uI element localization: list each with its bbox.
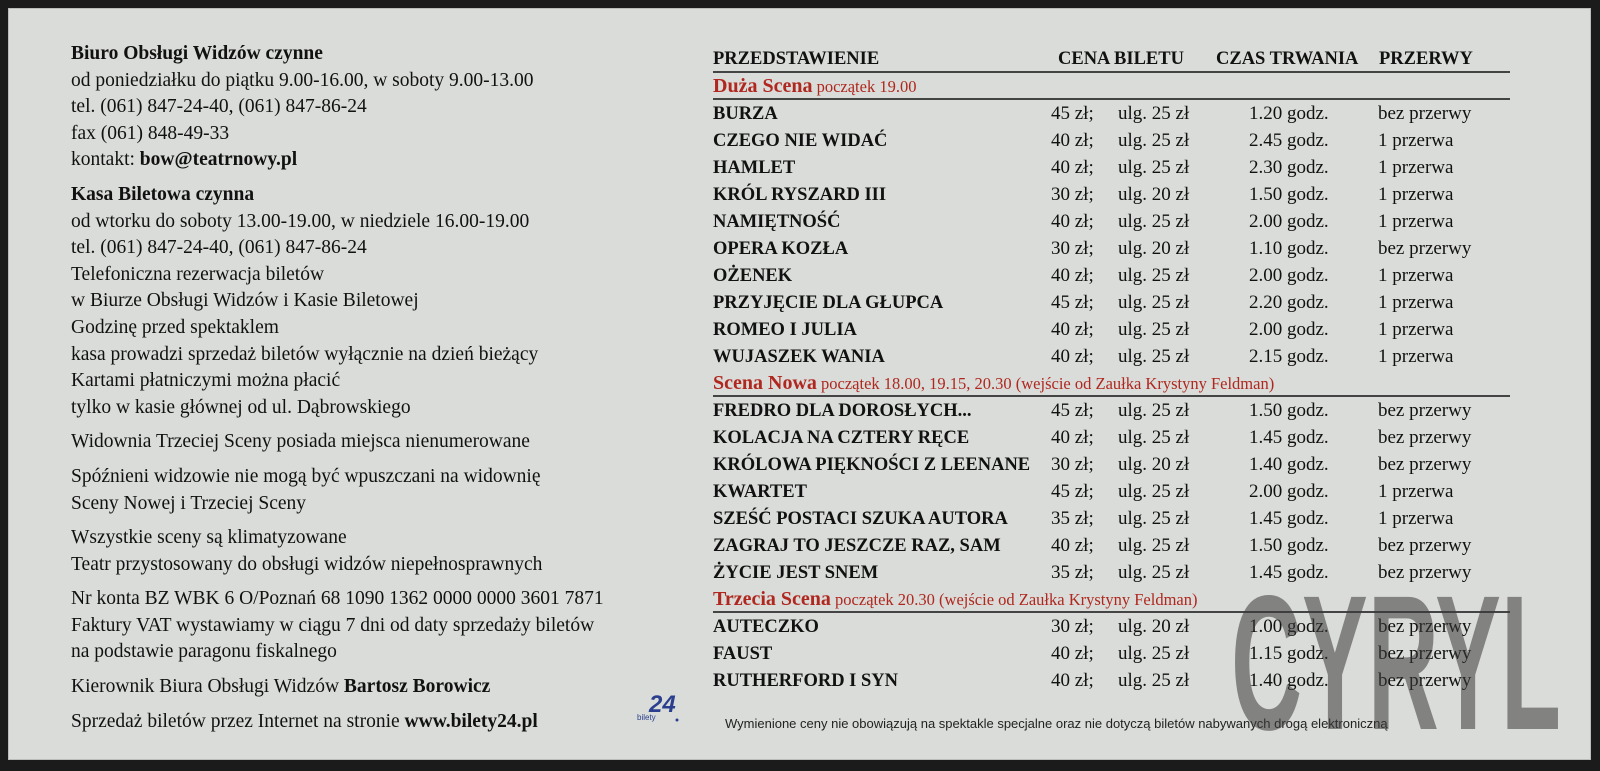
show-title: OPERA KOZŁA <box>713 239 849 259</box>
info-line <box>71 368 711 395</box>
stage-name: Scena Nowa <box>713 372 817 394</box>
info-text: kontakt: <box>71 149 140 171</box>
table-row <box>713 559 1510 586</box>
info-line <box>71 674 711 701</box>
show-title: BURZA <box>713 104 778 124</box>
show-title: KOLACJA NA CZTERY RĘCE <box>713 428 970 448</box>
ticket-leaflet <box>8 8 1591 760</box>
ticket-price: 30 zł; <box>1051 184 1094 205</box>
breaks: bez przerwy <box>1378 103 1472 124</box>
ticket-price: 30 zł; <box>1051 616 1094 637</box>
duration: 1.40 godz. <box>1249 454 1329 475</box>
duration: 1.40 godz. <box>1249 670 1329 691</box>
ticket-price: 40 zł; <box>1051 346 1094 367</box>
reduced-price: ulg. 20 zł <box>1118 616 1190 637</box>
info-line <box>71 525 711 552</box>
table-row <box>713 505 1510 532</box>
header-time: CZAS TRWANIA <box>1216 49 1359 69</box>
reduced-price: ulg. 20 zł <box>1118 454 1190 475</box>
ticket-price: 45 zł; <box>1051 292 1094 313</box>
stage-note: początek 19.00 <box>812 77 917 96</box>
show-title: OŻENEK <box>713 266 793 286</box>
duration: 2.00 godz. <box>1249 265 1329 286</box>
reduced-price: ulg. 25 zł <box>1118 427 1190 448</box>
reduced-price: ulg. 25 zł <box>1118 319 1190 340</box>
breaks: 1 przerwa <box>1378 292 1454 313</box>
table-row <box>713 424 1510 451</box>
table-row <box>713 316 1510 343</box>
price-footnote: Wymienione ceny nie obowiązują na spektakle specjalne oraz nie dotyczą biletów nabywanych drogą elektroniczną <box>725 716 1388 731</box>
info-line <box>71 552 711 579</box>
ticket-price: 30 zł; <box>1051 454 1094 475</box>
spacer <box>71 421 711 429</box>
info-text: Nr konta BZ WBK 6 O/Poznań 68 1090 1362 0000 0000 3601 7871 <box>71 588 604 610</box>
stage-note: początek 18.00, 19.15, 20.30 (wejście od Zaułka Krystyny Feldman) <box>816 374 1275 393</box>
info-line <box>71 235 711 262</box>
reduced-price: ulg. 25 zł <box>1118 670 1190 691</box>
info-line <box>71 709 711 736</box>
info-text: w Biurze Obsługi Widzów i Kasie Biletowej <box>71 290 419 312</box>
duration: 1.45 godz. <box>1249 562 1329 583</box>
stage-name: Trzecia Scena <box>713 588 831 610</box>
duration: 1.00 godz. <box>1249 616 1329 637</box>
breaks: 1 przerwa <box>1378 211 1454 232</box>
ticket-price: 40 zł; <box>1051 670 1094 691</box>
info-text: tel. (061) 847-24-40, (061) 847-86-24 <box>71 237 367 259</box>
ticket-price: 45 zł; <box>1051 400 1094 421</box>
info-strong[interactable]: www.bilety24.pl <box>404 710 538 732</box>
breaks: 1 przerwa <box>1378 319 1454 340</box>
table-row <box>713 289 1510 316</box>
breaks: bez przerwy <box>1378 535 1472 556</box>
logo-number: 24 <box>649 691 676 718</box>
watermark-text: CYRYL <box>1231 583 1561 739</box>
breaks: bez przerwy <box>1378 643 1472 664</box>
reduced-price: ulg. 25 zł <box>1118 643 1190 664</box>
breaks: bez przerwy <box>1378 562 1472 583</box>
ticket-price: 40 zł; <box>1051 535 1094 556</box>
reduced-price: ulg. 20 zł <box>1118 238 1190 259</box>
info-line <box>71 395 711 422</box>
show-title: FREDRO DLA DOROSŁYCH... <box>713 401 972 421</box>
info-line <box>71 41 711 68</box>
info-text: od poniedziałku do piątku 9.00-16.00, w soboty 9.00-13.00 <box>71 69 534 91</box>
table-row <box>713 100 1510 127</box>
info-line <box>71 121 711 148</box>
show-title: RUTHERFORD I SYN <box>713 671 899 691</box>
info-line <box>71 68 711 95</box>
table-row <box>713 262 1510 289</box>
spacer <box>71 456 711 464</box>
breaks: 1 przerwa <box>1378 184 1454 205</box>
reduced-price: ulg. 25 zł <box>1118 400 1190 421</box>
ticket-price: 30 zł; <box>1051 238 1094 259</box>
stage-name: Duża Scena <box>713 75 813 97</box>
breaks: 1 przerwa <box>1378 130 1454 151</box>
show-title: NAMIĘTNOŚĆ <box>713 212 841 232</box>
duration: 1.15 godz. <box>1249 643 1329 664</box>
show-title: KRÓL RYSZARD III <box>713 185 887 205</box>
spacer <box>71 578 711 586</box>
info-text: kasa prowadzi sprzedaż biletów wyłącznie na dzień bieżący <box>71 343 539 365</box>
show-title: PRZYJĘCIE DLA GŁUPCA <box>713 293 944 313</box>
info-text: Wszystkie sceny są klimatyzowane <box>71 527 347 549</box>
table-row <box>713 235 1510 262</box>
reduced-price: ulg. 25 zł <box>1118 481 1190 502</box>
ticket-price: 40 zł; <box>1051 643 1094 664</box>
info-line <box>71 491 711 518</box>
breaks: 1 przerwa <box>1378 346 1454 367</box>
table-row <box>713 478 1510 505</box>
show-title: ZAGRAJ TO JESZCZE RAZ, SAM <box>713 536 1001 556</box>
show-title: HAMLET <box>713 158 796 178</box>
info-strong: Bartosz Borowicz <box>343 676 491 698</box>
table-row <box>713 343 1510 370</box>
info-column <box>71 41 711 735</box>
header-breaks: PRZERWY <box>1379 49 1473 69</box>
duration: 2.45 godz. <box>1249 130 1329 151</box>
ticket-price: 45 zł; <box>1051 103 1094 124</box>
info-text: Faktury VAT wystawiamy w ciągu 7 dni od daty sprzedaży biletów <box>71 614 595 636</box>
stage-note: początek 20.30 (wejście od Zaułka Krystyny Feldman) <box>830 590 1198 609</box>
info-text: tylko w kasie głównej od ul. Dąbrowskiego <box>71 396 411 418</box>
ticket-price: 40 zł; <box>1051 157 1094 178</box>
ticket-price: 40 zł; <box>1051 130 1094 151</box>
spacer <box>71 701 711 709</box>
breaks: 1 przerwa <box>1378 157 1454 178</box>
logo-small-text: bilety <box>637 713 656 722</box>
show-title: ROMEO I JULIA <box>713 320 857 340</box>
reduced-price: ulg. 25 zł <box>1118 292 1190 313</box>
duration: 2.20 godz. <box>1249 292 1329 313</box>
reduced-price: ulg. 25 zł <box>1118 562 1190 583</box>
info-line <box>71 147 711 174</box>
info-text: Telefoniczna rezerwacja biletów <box>71 263 325 285</box>
table-row <box>713 532 1510 559</box>
show-title: AUTECZKO <box>713 617 819 637</box>
table-row <box>713 208 1510 235</box>
info-text: Teatr przystosowany do obsługi widzów niepełnosprawnych <box>71 553 543 575</box>
info-text: Widownia Trzeciej Sceny posiada miejsca nienumerowane <box>71 431 530 453</box>
reduced-price: ulg. 25 zł <box>1118 535 1190 556</box>
ticket-price: 40 zł; <box>1051 265 1094 286</box>
duration: 2.00 godz. <box>1249 319 1329 340</box>
duration: 1.45 godz. <box>1249 427 1329 448</box>
info-text: fax (061) 848-49-33 <box>71 122 230 144</box>
duration: 1.50 godz. <box>1249 400 1329 421</box>
info-text: Kierownik Biura Obsługi Widzów <box>71 676 344 698</box>
breaks: bez przerwy <box>1378 400 1472 421</box>
duration: 1.50 godz. <box>1249 535 1329 556</box>
info-line <box>71 639 711 666</box>
reduced-price: ulg. 25 zł <box>1118 346 1190 367</box>
table-row <box>713 181 1510 208</box>
breaks: 1 przerwa <box>1378 265 1454 286</box>
show-title: CZEGO NIE WIDAĆ <box>713 131 888 151</box>
breaks: bez przerwy <box>1378 616 1472 637</box>
info-line <box>71 613 711 640</box>
cyryl-watermark <box>1231 583 1561 739</box>
table-header <box>713 47 1510 73</box>
info-line <box>71 429 711 456</box>
show-title: KRÓLOWA PIĘKNOŚCI Z LEENANE <box>713 455 1031 475</box>
table-row <box>713 451 1510 478</box>
duration: 2.15 godz. <box>1249 346 1329 367</box>
info-text: Sprzedaż biletów przez Internet na stronie <box>71 710 405 732</box>
reduced-price: ulg. 25 zł <box>1118 130 1190 151</box>
bilety24-logo <box>635 690 683 724</box>
ticket-price: 40 zł; <box>1051 319 1094 340</box>
duration: 1.10 godz. <box>1249 238 1329 259</box>
info-text: od wtorku do soboty 13.00-19.00, w niedziele 16.00-19.00 <box>71 210 530 232</box>
table-row <box>713 127 1510 154</box>
info-line <box>71 586 711 613</box>
show-title: ŻYCIE JEST SNEM <box>713 563 879 583</box>
header-price: CENA BILETU <box>1058 49 1184 69</box>
breaks: bez przerwy <box>1378 454 1472 475</box>
info-text: Kasa Biletowa czynna <box>71 183 255 205</box>
show-title: WUJASZEK WANIA <box>713 347 885 367</box>
info-text: Kartami płatniczymi można płacić <box>71 370 341 392</box>
reduced-price: ulg. 20 zł <box>1118 184 1190 205</box>
info-line <box>71 262 711 289</box>
info-line <box>71 464 711 491</box>
table-row <box>713 154 1510 181</box>
info-line <box>71 288 711 315</box>
show-title: FAUST <box>713 644 773 664</box>
info-line <box>71 182 711 209</box>
info-line <box>71 342 711 369</box>
breaks: bez przerwy <box>1378 670 1472 691</box>
info-text: Spóźnieni widzowie nie mogą być wpuszczani na widownię <box>71 465 541 487</box>
reduced-price: ulg. 25 zł <box>1118 103 1190 124</box>
duration: 1.20 godz. <box>1249 103 1329 124</box>
info-text: na podstawie paragonu fiskalnego <box>71 641 337 663</box>
info-text: Biuro Obsługi Widzów czynne <box>71 43 323 64</box>
duration: 2.00 godz. <box>1249 211 1329 232</box>
duration: 2.30 godz. <box>1249 157 1329 178</box>
info-text: Sceny Nowej i Trzeciej Sceny <box>71 492 307 514</box>
info-text: tel. (061) 847-24-40, (061) 847-86-24 <box>71 96 367 118</box>
stage-heading <box>713 370 1510 397</box>
duration: 1.45 godz. <box>1249 508 1329 529</box>
info-line <box>71 315 711 342</box>
info-line <box>71 94 711 121</box>
table-row <box>713 397 1510 424</box>
ticket-price: 45 zł; <box>1051 481 1094 502</box>
ticket-price: 40 zł; <box>1051 211 1094 232</box>
spacer <box>71 666 711 674</box>
info-text: Godzinę przed spektaklem <box>71 316 279 338</box>
show-title: SZEŚĆ POSTACI SZUKA AUTORA <box>713 509 1008 529</box>
ticket-price: 35 zł; <box>1051 508 1094 529</box>
header-show: PRZEDSTAWIENIE <box>713 49 880 69</box>
reduced-price: ulg. 25 zł <box>1118 211 1190 232</box>
show-title: KWARTET <box>713 482 807 502</box>
reduced-price: ulg. 25 zł <box>1118 157 1190 178</box>
duration: 2.00 godz. <box>1249 481 1329 502</box>
breaks: 1 przerwa <box>1378 481 1454 502</box>
reduced-price: ulg. 25 zł <box>1118 508 1190 529</box>
spacer <box>71 517 711 525</box>
reduced-price: ulg. 25 zł <box>1118 265 1190 286</box>
breaks: bez przerwy <box>1378 238 1472 259</box>
ticket-price: 40 zł; <box>1051 427 1094 448</box>
info-strong[interactable]: bow@teatrnowy.pl <box>139 149 298 171</box>
breaks: 1 przerwa <box>1378 508 1454 529</box>
ticket-price: 35 zł; <box>1051 562 1094 583</box>
duration: 1.50 godz. <box>1249 184 1329 205</box>
spacer <box>71 174 711 182</box>
info-line <box>71 209 711 236</box>
breaks: bez przerwy <box>1378 427 1472 448</box>
stage-heading <box>713 73 1510 100</box>
